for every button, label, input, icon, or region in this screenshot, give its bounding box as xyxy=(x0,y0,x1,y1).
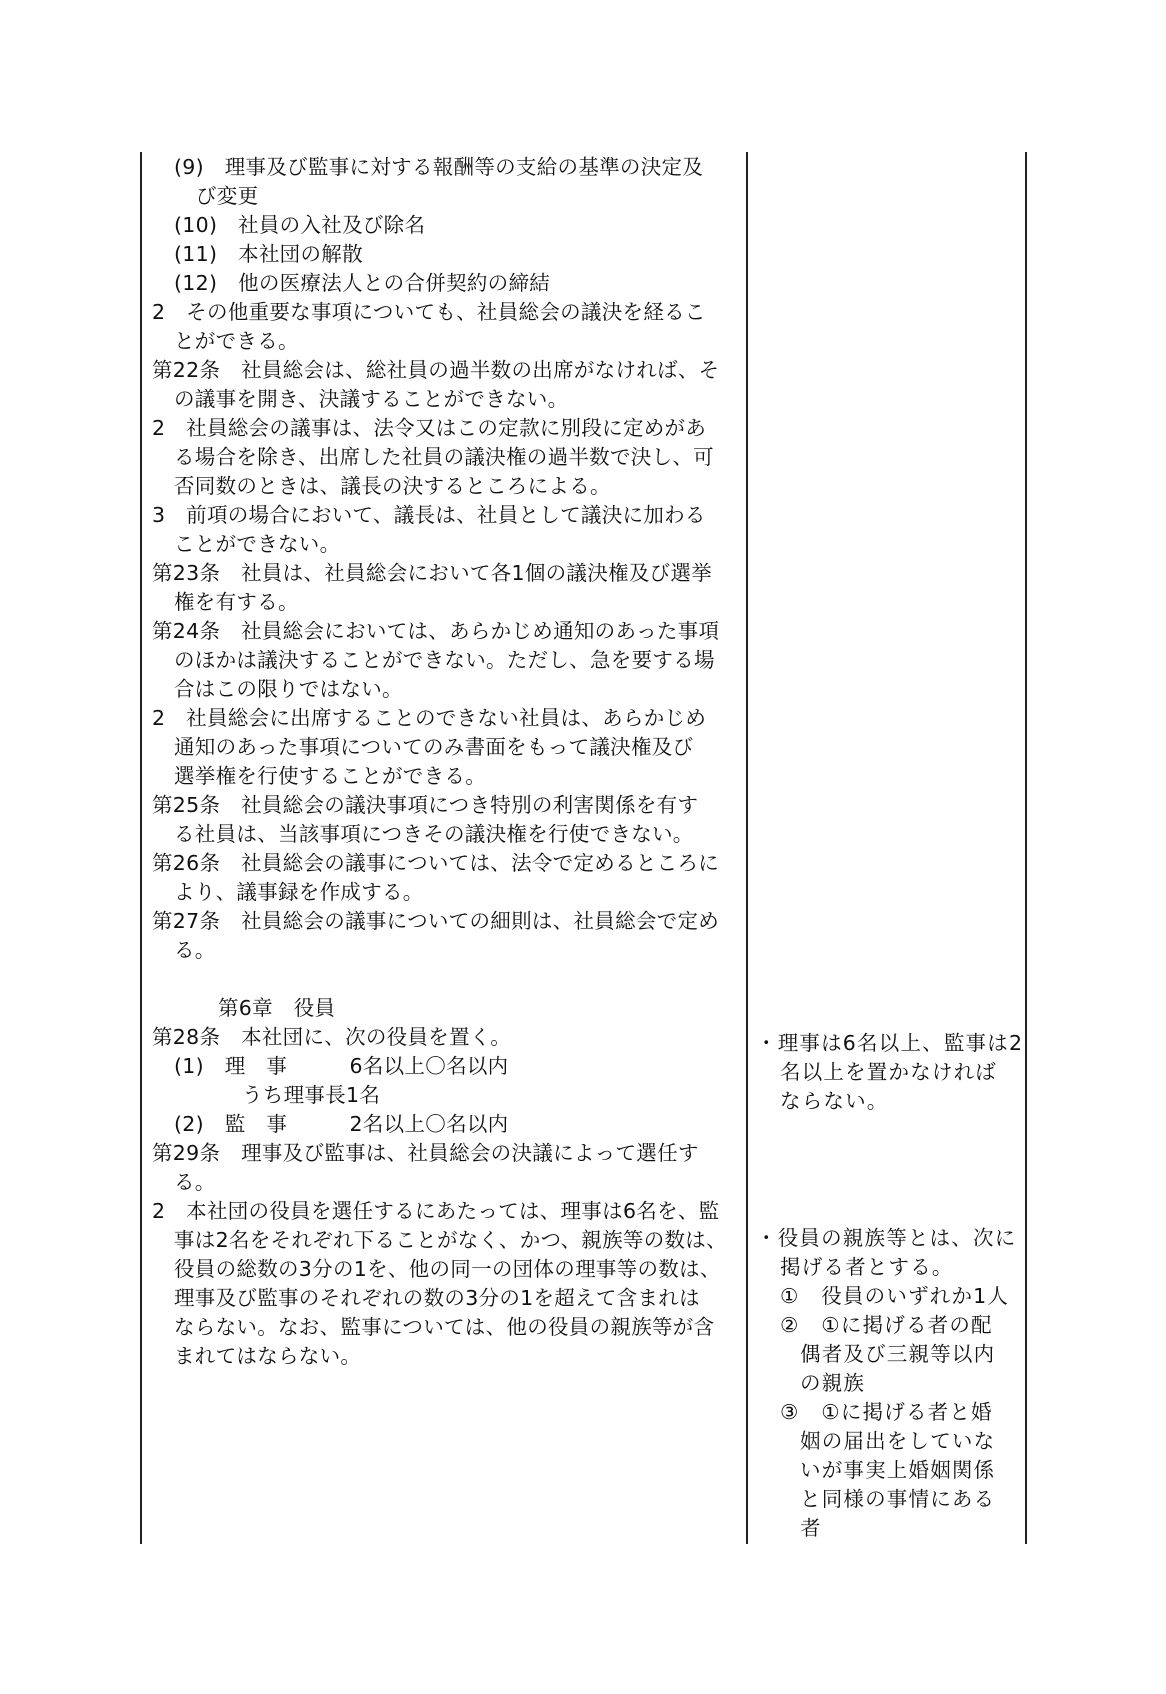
article-text-line: 2 社員総会の議事は、法令又はこの定款に別段に定めがあ xyxy=(152,416,707,440)
table-border-right xyxy=(1025,152,1027,1544)
article-text-line: 合はこの限りではない。 xyxy=(174,677,403,701)
article-text-line: 通知のあった事項についてのみ書面をもって議決権及び xyxy=(174,735,694,759)
article-text-line: 否同数のときは、議長の決するところによる。 xyxy=(174,474,611,498)
remarks-column-relatives xyxy=(756,1224,1018,1543)
article-text-line: る場合を除き、出席した社員の議決権の過半数で決し、可 xyxy=(174,445,714,469)
article-text-line: 2 その他重要な事項についても、社員総会の議決を経るこ xyxy=(152,300,706,324)
remark-text-line: ・理事は6名以上、監事は2 xyxy=(756,1031,1024,1055)
article-text-line: 3 前項の場合において、議長は、社員として議決に加わる xyxy=(152,503,706,527)
remark-text-line: 名以上を置かなければ xyxy=(780,1060,997,1084)
remark-text-line: の親族 xyxy=(800,1371,866,1395)
article-text-line: る。 xyxy=(174,1170,216,1194)
remark-text-line: 掲げる者とする。 xyxy=(780,1255,954,1279)
article-text-line: うち理事長1名 xyxy=(242,1083,381,1107)
article-text-line xyxy=(152,965,740,994)
article-text-line: のほかは議決することができない。ただし、急を要する場 xyxy=(174,648,715,672)
article-text-line: ことができない。 xyxy=(174,532,341,556)
article-text-line: 第23条 社員は、社員総会において各1個の議決権及び選挙 xyxy=(152,561,713,585)
article-text-line: 理事及び監事のそれぞれの数の3分の1を超えて含まれは xyxy=(174,1286,700,1310)
article-text-line: (11) 本社団の解散 xyxy=(174,242,363,266)
article-text-line: ならない。なお、監事については、他の役員の親族等が含 xyxy=(174,1315,715,1339)
article-text-line: (9) 理事及び監事に対する報酬等の支給の基準の決定及 xyxy=(174,155,704,179)
article-text-line: 事は2名をそれぞれ下ることがなく、かつ、親族等の数は、 xyxy=(174,1228,727,1252)
article-text-line: 第29条 理事及び監事は、社員総会の決議によって選任す xyxy=(152,1141,699,1165)
article-text-line: (2) 監 事 2名以上〇名以内 xyxy=(174,1112,509,1136)
article-text-line: (1) 理 事 6名以上〇名以内 xyxy=(174,1054,509,1078)
article-text-line: の議事を開き、決議することができない。 xyxy=(174,387,569,411)
remark-text-line: ② ①に掲げる者の配 xyxy=(780,1313,993,1337)
article-text-line: 2 本社団の役員を選任するにあたっては、理事は6名を、監 xyxy=(152,1199,720,1223)
remark-text-line: いが事実上婚姻関係 xyxy=(800,1458,996,1482)
article-text-line: (12) 他の医療法人との合併契約の締結 xyxy=(174,271,551,295)
articles-column xyxy=(152,153,740,1371)
remark-text-line: ・役員の親族等とは、次に xyxy=(756,1226,1017,1250)
remark-text-line: と同様の事情にある xyxy=(800,1487,996,1511)
remark-text-line: ならない。 xyxy=(780,1089,889,1113)
article-text-line: る社員は、当該事項につきその議決権を行使できない。 xyxy=(174,822,694,846)
article-text-line: 選挙権を行使することができる。 xyxy=(174,764,486,788)
article-text-line: 第28条 本社団に、次の役員を置く。 xyxy=(152,1025,512,1049)
remark-text-line: ③ ①に掲げる者と婚 xyxy=(780,1400,993,1424)
article-text-line: より、議事録を作成する。 xyxy=(174,880,424,904)
article-text-line: 第22条 社員総会は、総社員の過半数の出席がなければ、そ xyxy=(152,358,720,382)
table-border-left xyxy=(140,152,142,1544)
article-text-line: 第6章 役員 xyxy=(218,996,336,1020)
remark-text-line: ① 役員のいずれか1人 xyxy=(780,1284,1010,1308)
article-text-line: (10) 社員の入社及び除名 xyxy=(174,213,426,237)
article-text-line: る。 xyxy=(174,938,216,962)
article-text-line: 第25条 社員総会の議決事項につき特別の利害関係を有す xyxy=(152,793,699,817)
table-column-divider xyxy=(746,152,748,1544)
article-text-line: 第27条 社員総会の議事についての細則は、社員総会で定め xyxy=(152,909,720,933)
article-text-line: 権を有する。 xyxy=(174,590,299,614)
article-text-line: 第24条 社員総会においては、あらかじめ通知のあった事項 xyxy=(152,619,720,643)
remark-text-line: 偶者及び三親等以内 xyxy=(800,1342,996,1366)
article-text-line: 第26条 社員総会の議事については、法令で定めるところに xyxy=(152,851,720,875)
article-text-line: とができる。 xyxy=(174,329,299,353)
remark-text-line: 者 xyxy=(800,1516,822,1540)
remark-text-line: 姻の届出をしていな xyxy=(800,1429,996,1453)
article-text-line: び変更 xyxy=(196,184,259,208)
remarks-column-officers-count xyxy=(756,1029,1024,1116)
article-text-line: まれてはならない。 xyxy=(174,1344,362,1368)
article-text-line: 役員の総数の3分の1を、他の同一の団体の理事等の数は、 xyxy=(174,1257,721,1281)
article-text-line: 2 社員総会に出席することのできない社員は、あらかじめ xyxy=(152,706,707,730)
